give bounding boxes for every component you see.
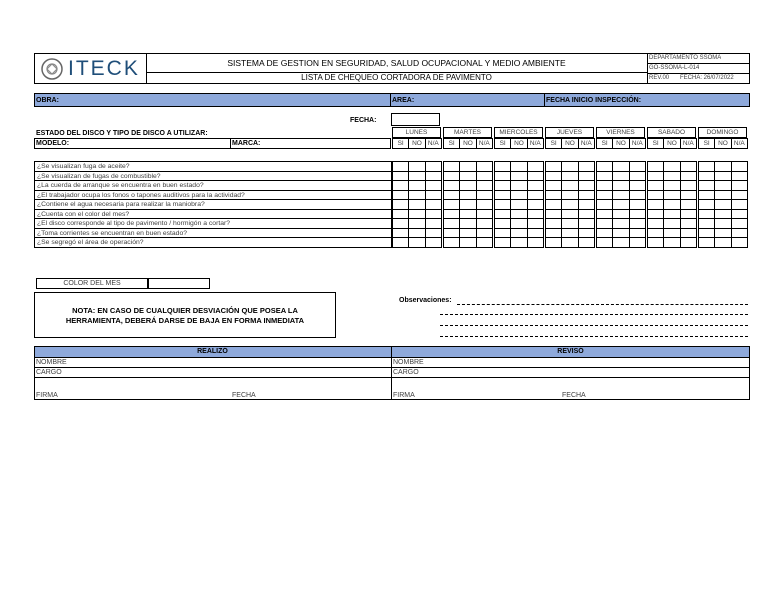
question-row-7: ¿Toma corrientes se encuentran en buen estado? — [34, 228, 392, 239]
reviso-fecha-label: FECHA — [562, 392, 586, 399]
nota-text: NOTA: EN CASO DE CUALQUIER DESVIACIÓN QUE POSEA LA HERRAMIENTA, DEBERÁ DARSE DE BAJA EN FORMA INMEDIATA — [65, 306, 305, 325]
observaciones-line-4[interactable] — [440, 336, 748, 337]
department-label: DEPARTAMENTO SSOMA — [649, 55, 722, 61]
day-header-6: DOMINGO — [698, 127, 747, 138]
answer-cell-8-4-1[interactable] — [612, 237, 629, 248]
realizo-cargo-label: CARGO — [36, 369, 62, 376]
observaciones-label: Observaciones: — [399, 297, 452, 304]
color-del-mes-box[interactable]: COLOR DEL MES — [36, 278, 148, 289]
question-row-8: ¿Se segregó el área de operación? — [34, 237, 392, 248]
answer-cell-8-2-2[interactable] — [527, 237, 544, 248]
modelo-label: MODELO: — [36, 140, 70, 147]
day-header-0: LUNES — [392, 127, 441, 138]
answer-header-6-2: N/A — [731, 138, 748, 149]
answer-cell-8-3-1[interactable] — [561, 237, 578, 248]
color-del-mes-value[interactable] — [148, 278, 210, 289]
answer-header-1-0: SI — [443, 138, 460, 149]
revision-date: FECHA: 26/07/2022 — [680, 75, 734, 81]
answer-header-4-1: NO — [612, 138, 629, 149]
answer-cell-8-1-0[interactable] — [443, 237, 460, 248]
answer-header-0-1: NO — [408, 138, 425, 149]
reviso-firma-label: FIRMA — [393, 392, 415, 399]
answer-cell-8-6-2[interactable] — [731, 237, 748, 248]
form-title: LISTA DE CHEQUEO CORTADORA DE PAVIMENTO — [301, 73, 492, 82]
answer-header-3-1: NO — [561, 138, 578, 149]
day-header-5: SABADO — [647, 127, 696, 138]
question-row-2: ¿La cuerda de arranque se encuentra en buen estado? — [34, 180, 392, 191]
answer-header-0-2: N/A — [425, 138, 442, 149]
answer-header-4-2: N/A — [629, 138, 646, 149]
answer-header-6-0: SI — [698, 138, 715, 149]
answer-cell-8-6-1[interactable] — [714, 237, 731, 248]
company-logo — [38, 56, 144, 82]
fecha-field[interactable] — [391, 113, 440, 126]
document-code: GO-SSOMA-L-014 — [649, 65, 700, 71]
question-row-4: ¿Contiene el agua necesaria para realizar la maniobra? — [34, 199, 392, 210]
answer-cell-8-3-0[interactable] — [545, 237, 562, 248]
answer-cell-8-0-2[interactable] — [425, 237, 442, 248]
question-row-6: ¿El disco corresponde al tipo de pavimento / hormigón a cortar? — [34, 218, 392, 229]
day-header-3: JUEVES — [545, 127, 594, 138]
answer-header-5-1: NO — [663, 138, 680, 149]
answer-header-4-0: SI — [596, 138, 613, 149]
logo-text: ITECK — [68, 57, 140, 80]
modelo-marca-row — [34, 138, 391, 149]
observaciones-line-1[interactable] — [457, 304, 748, 305]
revision-label: REV.00 — [649, 75, 670, 81]
answer-header-2-2: N/A — [527, 138, 544, 149]
answer-cell-8-2-1[interactable] — [510, 237, 527, 248]
realizo-nombre-label: NOMBRE — [36, 359, 67, 366]
fecha-label: FECHA: — [350, 117, 377, 124]
answer-header-1-2: N/A — [476, 138, 493, 149]
nota-box — [34, 292, 336, 338]
answer-cell-8-5-1[interactable] — [663, 237, 680, 248]
answer-cell-8-5-2[interactable] — [680, 237, 697, 248]
question-row-1: ¿Se visualizan de fugas de combustible? — [34, 171, 392, 182]
question-row-3: ¿El trabajador ocupa los fonos o tapones auditivos para la actividad? — [34, 190, 392, 201]
realizo-fecha-label: FECHA — [232, 392, 256, 399]
answer-cell-8-6-0[interactable] — [698, 237, 715, 248]
answer-cell-8-0-0[interactable] — [392, 237, 409, 248]
answer-header-2-0: SI — [494, 138, 511, 149]
reviso-header: REVISÓ — [557, 348, 584, 355]
day-header-2: MIERCOLES — [494, 127, 543, 138]
observaciones-line-2[interactable] — [440, 314, 748, 315]
question-row-0: ¿Se visualizan fuga de aceite? — [34, 161, 392, 172]
marca-label: MARCA: — [232, 140, 261, 147]
answer-header-3-2: N/A — [578, 138, 595, 149]
day-header-4: VIERNES — [596, 127, 645, 138]
answer-cell-8-1-1[interactable] — [459, 237, 476, 248]
answer-header-5-2: N/A — [680, 138, 697, 149]
realizo-header: REALIZÓ — [197, 348, 228, 355]
answer-cell-8-4-2[interactable] — [629, 237, 646, 248]
day-header-1: MARTES — [443, 127, 492, 138]
answer-header-2-1: NO — [510, 138, 527, 149]
obra-label: OBRA: — [36, 97, 59, 104]
answer-cell-8-3-2[interactable] — [578, 237, 595, 248]
answer-cell-8-0-1[interactable] — [408, 237, 425, 248]
answer-cell-8-1-2[interactable] — [476, 237, 493, 248]
realizo-firma-label: FIRMA — [36, 392, 58, 399]
reviso-nombre-label: NOMBRE — [393, 359, 424, 366]
reviso-cargo-label: CARGO — [393, 369, 419, 376]
answer-header-5-0: SI — [647, 138, 664, 149]
answer-header-6-1: NO — [714, 138, 731, 149]
answer-cell-8-2-0[interactable] — [494, 237, 511, 248]
answer-cell-8-4-0[interactable] — [596, 237, 613, 248]
question-row-5: ¿Cuenta con el color del mes? — [34, 209, 392, 220]
area-label: AREA: — [392, 97, 415, 104]
answer-header-1-1: NO — [459, 138, 476, 149]
system-title: SISTEMA DE GESTION EN SEGURIDAD, SALUD OCUPACIONAL Y MEDIO AMBIENTE — [227, 58, 566, 68]
estado-disco-label: ESTADO DEL DISCO Y TIPO DE DISCO A UTILIZAR: — [36, 130, 208, 137]
answer-header-3-0: SI — [545, 138, 562, 149]
observaciones-line-3[interactable] — [440, 325, 748, 326]
answer-header-0-0: SI — [392, 138, 409, 149]
fecha-inicio-label: FECHA INICIO INSPECCIÓN: — [546, 97, 642, 104]
answer-cell-8-5-0[interactable] — [647, 237, 664, 248]
